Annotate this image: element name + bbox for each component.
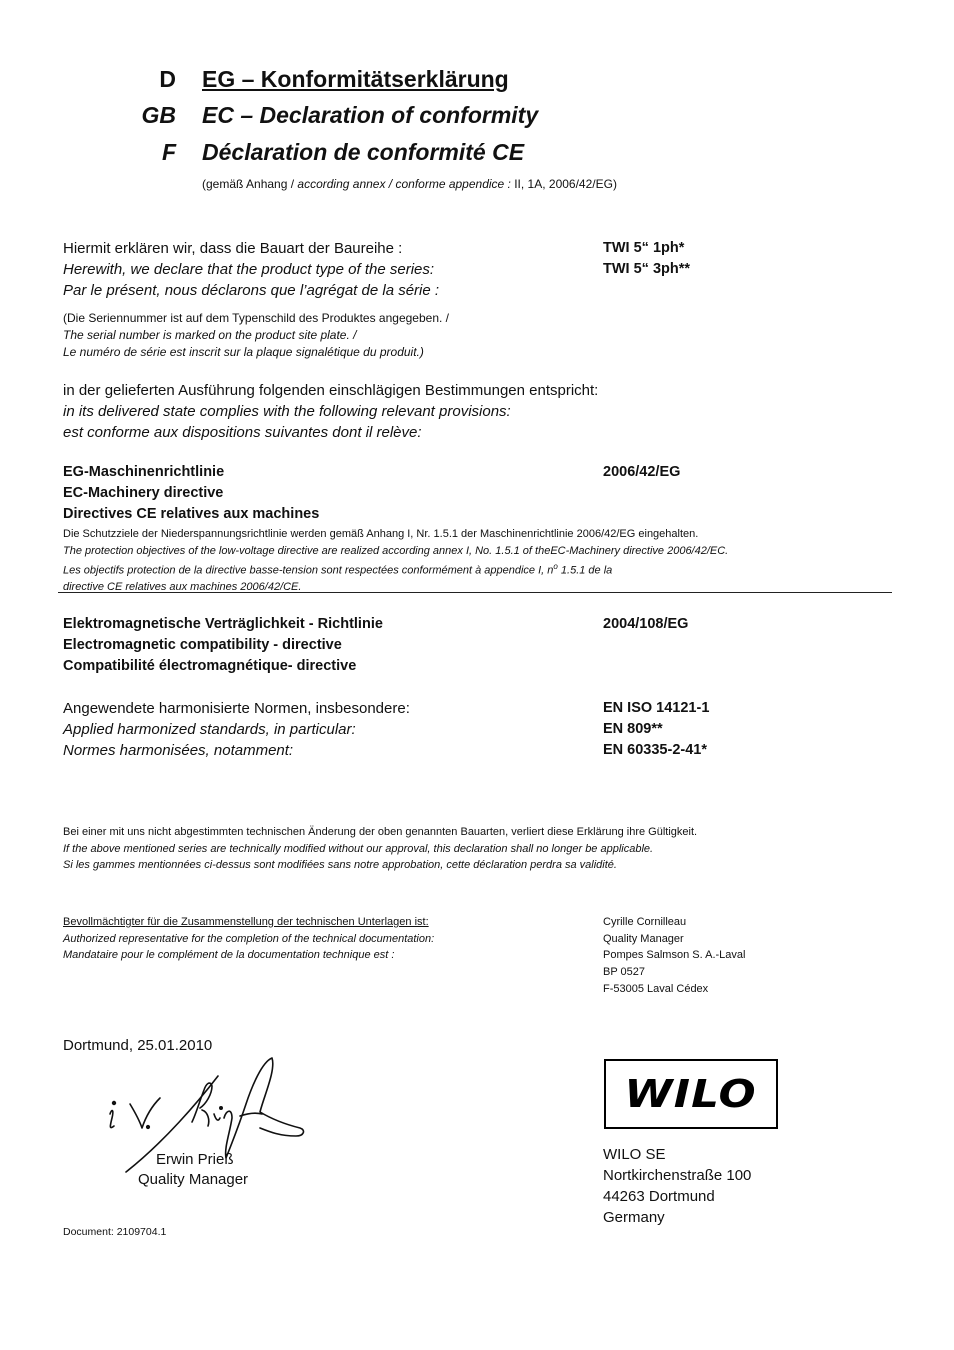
company-address: WILO SE Nortkirchenstraße 100 44263 Dortmund Germany — [603, 1146, 752, 1226]
representative-contact: Cyrille Cornilleau Quality Manager Pompes Salmson S. A.-Laval BP 0527 F-53005 Laval Cédex — [603, 916, 746, 995]
document-number: Document: 2109704.1 — [63, 1226, 167, 1238]
signatory-name: Erwin Prieß — [156, 1151, 234, 1168]
place-date: Dortmund, 25.01.2010 — [63, 1037, 213, 1054]
provisions-text: in der gelieferten Ausführung folgenden einschlägigen Bestimmungen entspricht: in its delivered state complies with the following relevant provisions: est conforme aux dispositions suivantes dont il relève: — [63, 382, 599, 441]
representative-text: Bevollmächtigter für die Zusammenstellung der technischen Unterlagen ist: Authorized representative for the completion of the technical documentation: Mandataire pour le complément de la documentation technique est : — [63, 916, 435, 961]
standards-text: Angewendete harmonisierte Normen, insbesondere: Applied harmonized standards, in particular: Normes harmonisées, notamment: — [63, 700, 410, 759]
machinery-directive-titles: EG-Maschinenrichtlinie EC-Machinery directive Directives CE relatives aux machines — [63, 464, 320, 522]
section-divider — [58, 592, 892, 593]
emc-directive-titles: Elektromagnetische Verträglichkeit - Richtlinie Electromagnetic compatibility - directive Compatibilité électromagnétique- directive — [63, 616, 383, 674]
title-fr: Déclaration de conformité CE — [202, 139, 525, 165]
machinery-note: Die Schutzziele der Niederspannungsrichtlinie werden gemäß Anhang I, Nr. 1.5.1 der Maschinenrichtlinie 2006/42/EG eingehalten. The protection objectives of the low-voltage directive are realized according annex I, No. 1.5.1 of theEC-Machinery directive 2006/42/EC. Les objectifs protection de la directive basse-tension sont respectées conformément à appendice I, $n^o$ 1.5.1 de la directive CE relatives aux machines 2006/42/CE. — [63, 528, 729, 594]
declaration-text: Hiermit erklären wir, dass die Bauart der Baureihe : Herewith, we declare that the product type of the series: Par le présent, nous déclarons que l’agrégat de la série : — [63, 240, 440, 299]
validity-note: Bei einer mit uns nicht abgestimmten technischen Änderung der oben genannten Bauarten, verliert diese Erklärung ihre Gültigkeit. If the above mentioned series are technically modified without our approval, this declaration shall no longer be applicable. Si les gammes mentionnées ci-dessus sont modifiées sans notre approbation, cette déclaration perdra sa validité. — [63, 826, 698, 871]
emc-directive-number: 2004/108/EG — [603, 616, 689, 632]
standards-list: EN ISO 14121-1 EN 809** EN 60335-2-41* — [603, 700, 710, 758]
signatory-role: Quality Manager — [138, 1171, 249, 1188]
wilo-logo: WILO — [604, 1059, 778, 1129]
title-de: EG – Konformitätserklärung — [202, 66, 509, 92]
lang-code-f: F — [161, 139, 176, 165]
serial-note: (Die Seriennummer ist auf dem Typenschild des Produktes angegeben. / The serial number is marked on the product site plate. / Le numéro de série est inscrit sur la plaque signalétique du produit.) — [63, 311, 449, 359]
annex-reference: (gemäß Anhang / according annex / conforme appendice : II, 1A, 2006/42/EG) — [202, 177, 617, 191]
lang-code-gb: GB — [141, 102, 176, 128]
lang-code-de: D — [159, 66, 176, 92]
title-en: EC – Declaration of conformity — [202, 102, 539, 128]
machinery-directive-number: 2006/42/EG — [603, 464, 681, 480]
product-series: TWI 5“ 1ph* TWI 5“ 3ph** — [603, 240, 691, 277]
